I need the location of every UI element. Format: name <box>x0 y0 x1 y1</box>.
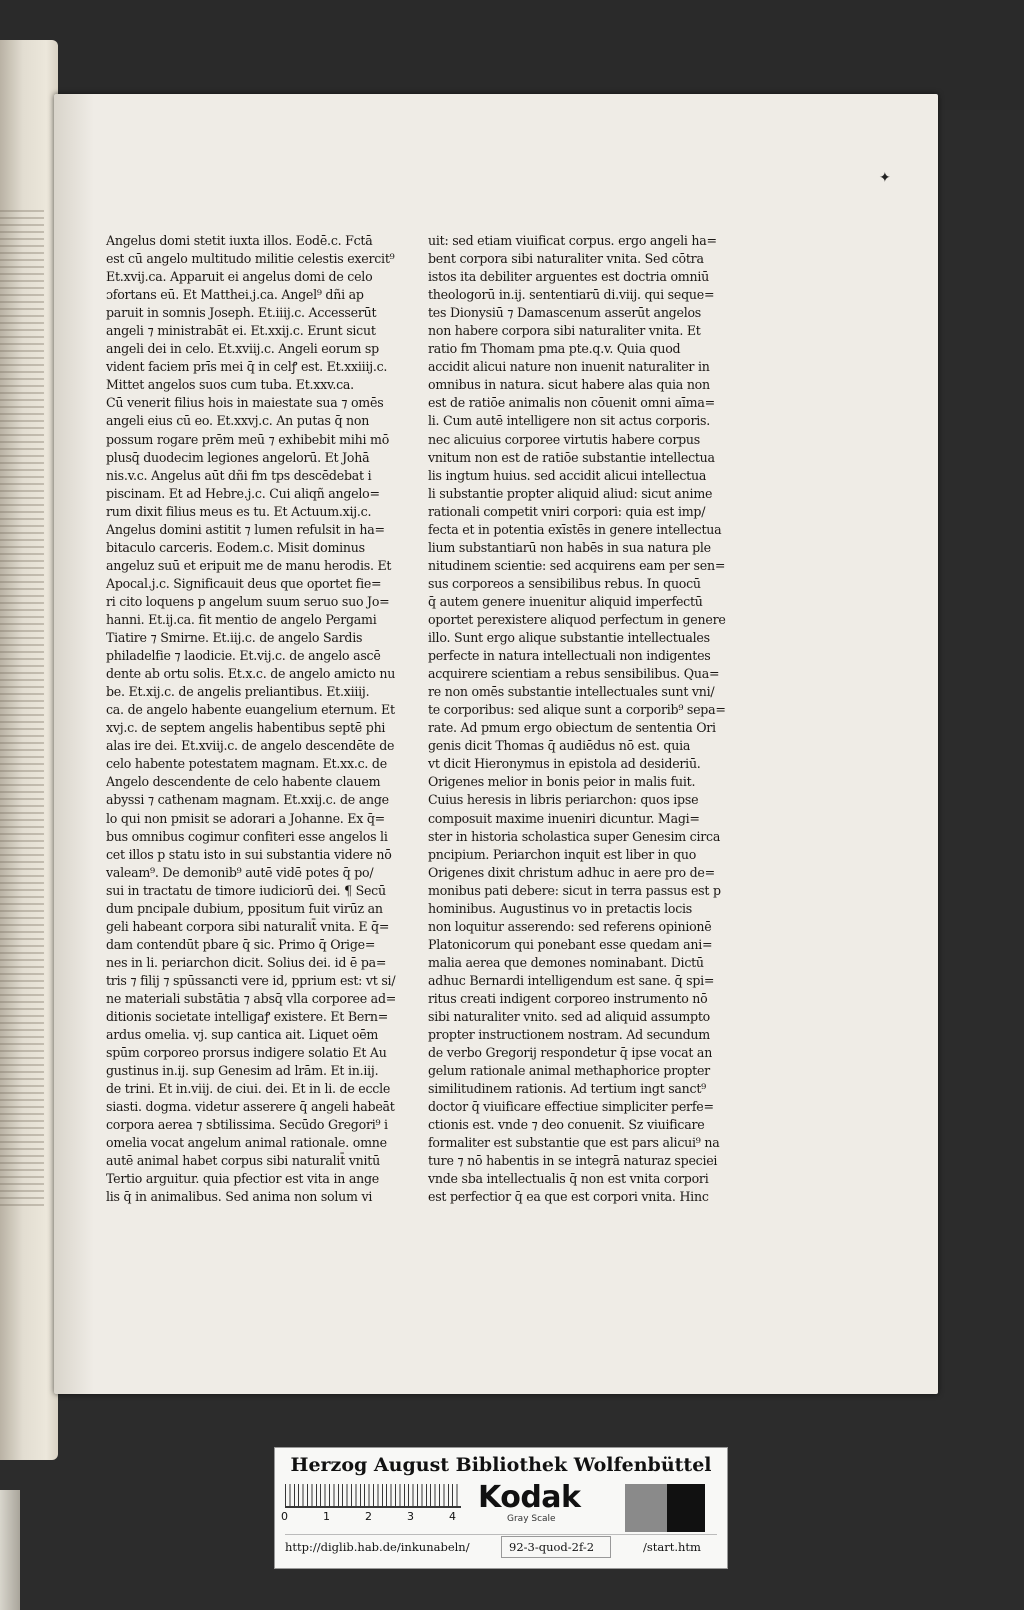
text-line: valeam⁹. De demonib⁹ autē vidē potes q̄ po/ <box>106 864 374 880</box>
text-line: Angelus domini astitit ⁊ lumen refulsit in ha= <box>106 521 385 537</box>
text-line: re non omēs substantie intellectuales sunt vni/ <box>428 684 715 700</box>
text-line: ritus creati indigent corporeo instrumento nō <box>428 990 708 1006</box>
text-line: ditionis societate intelligaꝭ existere. Et Bern= <box>106 1009 388 1025</box>
ruler-scale <box>285 1484 461 1508</box>
page-ink-mark: ✦ <box>879 170 891 186</box>
text-line: adhuc Bernardi intelligendum est sane. q̄ spi= <box>428 972 715 988</box>
spine-strip <box>0 1490 20 1610</box>
text-line: dum pncipale dubium, ppositum fuit virūz an <box>106 900 383 916</box>
text-line: nec alicuius corporee virtutis habere corpus <box>428 431 700 447</box>
ruler-number: 2 <box>365 1510 372 1523</box>
text-line: angeli dei in celo. Et.xviij.c. Angeli eorum sp <box>106 341 379 357</box>
text-line: celo habente potestatem magnam. Et.xx.c. de <box>106 756 387 772</box>
text-line: vt dicit Hieronymus in epistola ad desideriū. <box>428 756 701 772</box>
text-line: theologorū in.ij. sententiarū di.viij. qui seque= <box>428 287 715 303</box>
text-line: ture ⁊ nō habentis in se integrā naturaz speciei <box>428 1153 718 1169</box>
text-line: nes in li. periarchon dicit. Solius dei. id ē pa= <box>106 954 387 970</box>
text-line: Angelo descendente de celo habente clauem <box>106 774 381 790</box>
text-line: similitudinem rationis. Ad tertium ingt sanct⁹ <box>428 1081 706 1097</box>
text-line: spūm corporeo prorsus indigere solatio Et Au <box>106 1045 387 1061</box>
text-line: est cū angelo multitudo militie celestis exercit⁹ <box>106 251 395 267</box>
text-line: de verbo Gregorij respondetur q̄ ipse vocat an <box>428 1045 713 1061</box>
text-line: tris ⁊ filij ⁊ spūssancti vere id, pprium est: vt si/ <box>106 972 396 988</box>
ruler-number: 0 <box>281 1510 288 1523</box>
url-prefix: http://diglib.hab.de/inkunabeln/ <box>285 1540 470 1554</box>
ruler-number: 4 <box>449 1510 456 1523</box>
text-column-left <box>106 232 406 1205</box>
text-line: siasti. dogma. videtur asserere q̄ angeli habeāt <box>106 1099 395 1115</box>
text-line: sibi naturaliter vnito. sed ad aliquid assumpto <box>428 1009 711 1025</box>
text-line: Angelus domi stetit iuxta illos. Eodē.c. Fctā <box>106 233 373 248</box>
text-line: hanni. Et.ij.ca. fit mentio de angelo Pergami <box>106 611 377 627</box>
scan-target-card <box>274 1447 728 1569</box>
text-line: ctionis est. vnde ⁊ deo conuenit. Sz viuificare <box>428 1117 705 1133</box>
text-line: omnibus in natura. sicut habere alas quia non <box>428 377 710 393</box>
text-line: ri cito loquens p angelum suum seruo suo Jo= <box>106 593 390 609</box>
text-line: rum dixit filius meus es tu. Et Actuum.xij.c. <box>106 503 372 519</box>
url-suffix: /start.htm <box>643 1540 701 1554</box>
text-line: lium substantiarū non habēs in sua natura ple <box>428 539 711 555</box>
text-line: ɔfortans eū. Et Matthei.j.ca. Angel⁹ dñi ap <box>106 287 364 303</box>
text-line: Mittet angelos suos cum tuba. Et.xxv.ca. <box>106 377 354 393</box>
text-line: Cuius heresis in libris periarchon: quos ipse <box>428 792 699 808</box>
text-line: Cū venerit filius hois in maiestate sua ⁊ omēs <box>106 395 384 411</box>
text-line: li substantie propter aliquid aliud: sicut anime <box>428 485 713 501</box>
gray-patch-mid <box>625 1484 667 1532</box>
text-line: rate. Ad pmum ergo obiectum de sententia Ori <box>428 720 716 736</box>
text-line: Origenes melior in bonis peior in malis fuit. <box>428 774 696 790</box>
text-line: composuit maxime inueniri dicuntur. Magi= <box>428 810 700 826</box>
text-line: vnde sba intellectualis q̄ non est vnita corpori <box>428 1171 709 1187</box>
text-line: autē animal habet corpus sibi naturalit̄ vnitū <box>106 1153 380 1169</box>
text-line: gustinus in.ij. sup Genesim ad lrām. Et in.iij. <box>106 1063 379 1079</box>
text-line: sui in tractatu de timore iudiciorū dei. ¶ Secū <box>106 882 386 898</box>
text-line: uit: sed etiam viuificat corpus. ergo angeli ha= <box>428 233 717 248</box>
text-line: malia aerea que demones nominabant. Dictū <box>428 954 704 970</box>
text-line: tes Dionysiū ⁊ Damascenum asserūt angelos <box>428 305 702 321</box>
text-line: rationali competit vniri corpori: quia est imp/ <box>428 503 706 519</box>
text-line: est perfectior q̄ ea que est corpori vnita. Hinc <box>428 1189 709 1205</box>
text-line: illo. Sunt ergo alique substantie intellectuales <box>428 630 710 646</box>
text-line: Origenes dixit christum adhuc in aere pro de= <box>428 864 715 880</box>
text-line: possum rogare prēm meū ⁊ exhibebit mihi mō <box>106 431 390 447</box>
text-line: nis.v.c. Angelus aūt dñi fm tps descēdebat i <box>106 467 372 483</box>
text-line: piscinam. Et ad Hebre.j.c. Cui aliqñ angelo= <box>106 485 380 501</box>
text-line: doctor q̄ viuificare effectiue simpliciter perfe= <box>428 1099 714 1115</box>
text-line: Tertio arguitur. quia pfectior est vita in ange <box>106 1171 379 1187</box>
text-line: bitaculo carceris. Eodem.c. Misit dominus <box>106 539 365 555</box>
text-line: non habere corpora sibi naturaliter vnita. Et <box>428 323 701 339</box>
text-line: lo qui non pmisit se adorari a Johanne. Ex q̄= <box>106 810 385 826</box>
text-line: genis dicit Thomas q̄ audiēdus nō est. quia <box>428 738 691 754</box>
book-page <box>54 94 938 1394</box>
text-line: vnitum non est de ratiōe substantie intellectua <box>428 449 715 465</box>
text-line: cet illos p statu isto in sui substantia videre nō <box>106 846 392 862</box>
text-line: istos ita debiliter arguentes est doctria omniū <box>428 269 709 285</box>
text-line: angeluz suū et eripuit me de manu herodis. Et <box>106 557 392 573</box>
text-line: ne materiali substātia ⁊ absq̄ vlla corporee ad= <box>106 990 397 1006</box>
text-line: paruit in somnis Joseph. Et.iiij.c. Accesserūt <box>106 305 377 321</box>
text-line: ratio fm Thomam pma pte.q.v. Quia quod <box>428 341 681 357</box>
text-line: formaliter est substantie que est pars alicui⁹ na <box>428 1135 720 1151</box>
text-line: non loquitur asserendo: sed referens opinionē <box>428 918 712 934</box>
text-line: be. Et.xij.c. de angelis preliantibus. Et.xiiij. <box>106 684 370 700</box>
text-line: propter instructionem nostram. Ad secundum <box>428 1027 710 1043</box>
text-line: de trini. Et in.viij. de ciui. dei. Et in li. de eccle <box>106 1081 391 1097</box>
text-line: Tiatire ⁊ Smirne. Et.iij.c. de angelo Sardis <box>106 630 363 646</box>
gray-patch-dark <box>667 1484 705 1532</box>
ruler-number: 1 <box>323 1510 330 1523</box>
text-line: xvj.c. de septem angelis habentibus septē phi <box>106 720 386 736</box>
text-line: ardus omelia. vj. sup cantica ait. Liquet oēm <box>106 1027 379 1043</box>
text-line: perfecte in natura intellectuali non indigentes <box>428 648 711 664</box>
text-line: philadelfie ⁊ laodicie. Et.vij.c. de angelo ascē <box>106 648 381 664</box>
text-line: lis ingtum huius. sed accidit alicui intellectua <box>428 467 707 483</box>
text-line: dam contendūt pbare q̄ sic. Primo q̄ Orige= <box>106 936 376 952</box>
text-column-right <box>428 232 728 1205</box>
text-line: ster in historia scholastica super Genesim circa <box>428 828 721 844</box>
text-line: lis q̄ in animalibus. Sed anima non solum vi <box>106 1189 373 1205</box>
text-line: acquirere scientiam a rebus sensibilibus. Qua= <box>428 666 720 682</box>
text-line: te corporibus: sed alique sunt a corporib⁹ sepa= <box>428 702 726 718</box>
text-line: Apocal.j.c. Significauit deus que oportet fie= <box>106 575 382 591</box>
url-id: 92-3-quod-2f-2 <box>509 1540 595 1554</box>
text-line: est de ratiōe animalis non cōuenit omni aīma= <box>428 395 715 411</box>
text-line: angeli eius cū eo. Et.xxvj.c. An putas q̄ non <box>106 413 370 429</box>
text-line: plusq̄ duodecim legiones angelorū. Et Johā <box>106 449 370 465</box>
kodak-gray-scale-label: Gray Scale <box>507 1514 556 1524</box>
text-line: corpora aerea ⁊ sbtilissima. Secūdo Gregori⁹ i <box>106 1117 388 1133</box>
text-line: monibus pati debere: sicut in terra passus est p <box>428 882 721 898</box>
text-line: gelum rationale animal methaphorice propter <box>428 1063 710 1079</box>
text-line: pncipium. Periarchon inquit est liber in quo <box>428 846 697 862</box>
library-name: Herzog August Bibliothek Wolfenbüttel <box>290 1454 712 1476</box>
adjacent-page-edge <box>0 40 58 1460</box>
text-line: omelia vocat angelum animal rationale. omne <box>106 1135 387 1151</box>
text-line: bent corpora sibi naturaliter vnita. Sed cōtra <box>428 251 704 267</box>
text-line: accidit alicui nature non inuenit naturaliter in <box>428 359 710 375</box>
text-line: vident faciem prīs mei q̄ in celꝭ est. Et.xxiiij.c. <box>106 359 388 375</box>
text-line: q̄ autem genere inuenitur aliquid imperfectū <box>428 593 703 609</box>
text-line: sus corporeos a sensibilibus rebus. In quocū <box>428 575 701 591</box>
text-line: hominibus. Augustinus vo in pretactis locis <box>428 900 693 916</box>
adjacent-page-text-ghost <box>0 210 44 1210</box>
text-line: Et.xvij.ca. Apparuit ei angelus domi de celo <box>106 269 373 285</box>
text-line: oportet perexistere aliquod perfectum in genere <box>428 611 726 627</box>
text-line: nitudinem scientie: sed acquirens eam per sen= <box>428 557 726 573</box>
ruler-number: 3 <box>407 1510 414 1523</box>
text-line: alas ire dei. Et.xviij.c. de angelo descendēte de <box>106 738 395 754</box>
text-line: ca. de angelo habente euangelium eternum. Et <box>106 702 395 718</box>
text-line: Platonicorum qui ponebant esse quedam ani= <box>428 936 713 952</box>
text-line: fecta et in potentia exīstēs in genere intellectua <box>428 521 722 537</box>
text-line: bus omnibus cogimur confiteri esse angelos li <box>106 828 388 844</box>
text-line: angeli ⁊ ministrabāt ei. Et.xxij.c. Erunt sicut <box>106 323 376 339</box>
text-line: li. Cum autē intelligere non sit actus corporis. <box>428 413 710 429</box>
url-divider <box>285 1534 717 1535</box>
text-line: abyssi ⁊ cathenam magnam. Et.xxij.c. de ange <box>106 792 389 808</box>
kodak-logo: Kodak <box>478 1480 581 1515</box>
text-line: dente ab ortu solis. Et.x.c. de angelo amicto nu <box>106 666 396 682</box>
text-line: geli habeant corpora sibi naturalit̄ vnita. E q̄= <box>106 918 390 934</box>
